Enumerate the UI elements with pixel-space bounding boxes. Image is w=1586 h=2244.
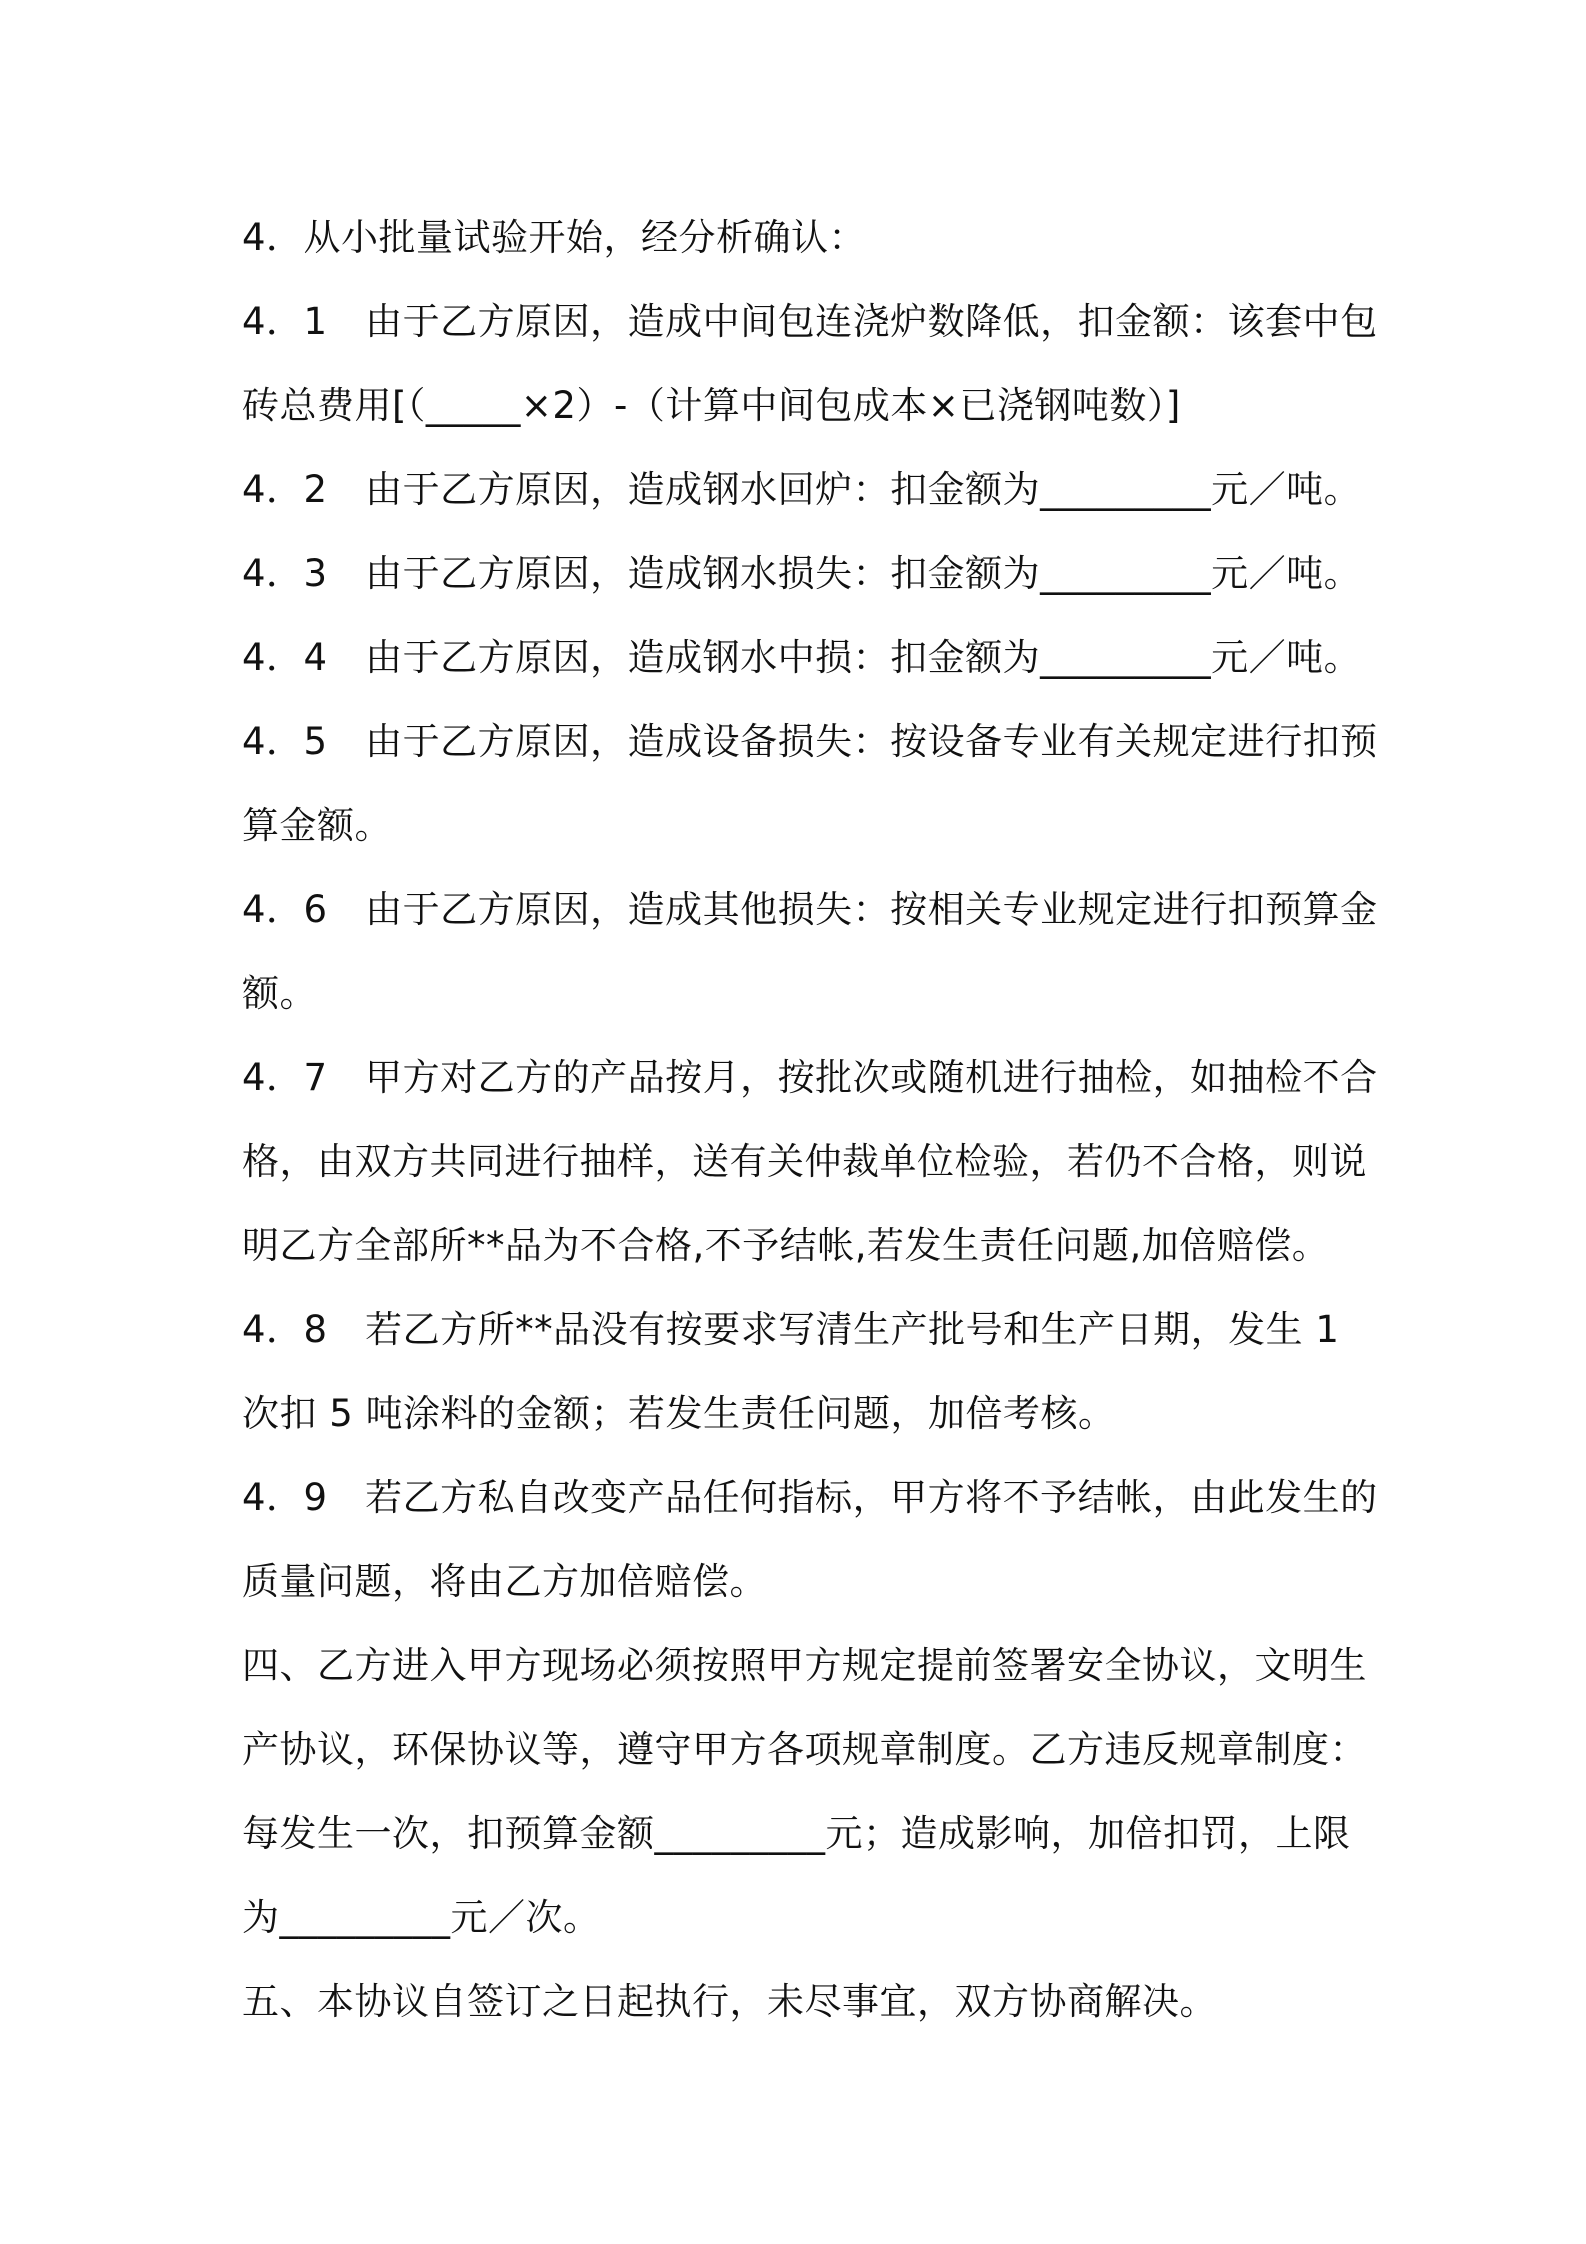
clause-4-8-line-1: 4．8 若乙方所**品没有按要求写清生产批号和生产日期，发生 1 — [242, 1308, 1340, 1351]
clause-4-7-line-1: 4．7 甲方对乙方的产品按月，按批次或随机进行抽检，如抽检不合 — [242, 1056, 1378, 1099]
clause-4-6-line-2: 额。 — [242, 972, 317, 1015]
clause-4-4: 4．4 由于乙方原因，造成钢水中损：扣金额为_________元／吨。 — [242, 636, 1362, 679]
clause-4-heading: 4．从小批量试验开始，经分析确认： — [242, 216, 867, 259]
section-4-line-4: 为_________元／次。 — [242, 1896, 601, 1939]
clause-4-9-line-1: 4．9 若乙方私自改变产品任何指标，甲方将不予结帐，由此发生的 — [242, 1476, 1378, 1519]
clause-4-7-line-2: 格，由双方共同进行抽样，送有关仲裁单位检验，若仍不合格，则说 — [242, 1140, 1367, 1183]
clause-4-8-line-2: 次扣 5 吨涂料的金额；若发生责任问题，加倍考核。 — [242, 1392, 1116, 1435]
document-body — [242, 196, 1378, 2044]
clause-4-3: 4．3 由于乙方原因，造成钢水损失：扣金额为_________元／吨。 — [242, 552, 1362, 595]
clause-4-5-line-2: 算金额。 — [242, 804, 392, 847]
clause-4-6-line-1: 4．6 由于乙方原因，造成其他损失：按相关专业规定进行扣预算金 — [242, 888, 1378, 931]
section-5: 五、本协议自签订之日起执行，未尽事宜，双方协商解决。 — [242, 1980, 1217, 2023]
section-4-line-2: 产协议，环保协议等，遵守甲方各项规章制度。乙方违反规章制度： — [242, 1728, 1367, 1771]
clause-4-1-line-2: 砖总费用[（_____×2）-（计算中间包成本×已浇钢吨数）] — [242, 384, 1181, 427]
clause-4-7-line-3: 明乙方全部所**品为不合格,不予结帐,若发生责任问题,加倍赔偿。 — [242, 1224, 1330, 1267]
clause-4-5-line-1: 4．5 由于乙方原因，造成设备损失：按设备专业有关规定进行扣预 — [242, 720, 1378, 763]
clause-4-2: 4．2 由于乙方原因，造成钢水回炉：扣金额为_________元／吨。 — [242, 468, 1362, 511]
clause-4-1-line-1: 4．1 由于乙方原因，造成中间包连浇炉数降低，扣金额：该套中包 — [242, 300, 1378, 343]
section-4-line-3: 每发生一次，扣预算金额_________元；造成影响，加倍扣罚，上限 — [242, 1812, 1351, 1855]
clause-4-9-line-2: 质量问题，将由乙方加倍赔偿。 — [242, 1560, 767, 1603]
section-4-line-1: 四、乙方进入甲方现场必须按照甲方规定提前签署安全协议，文明生 — [242, 1644, 1367, 1687]
